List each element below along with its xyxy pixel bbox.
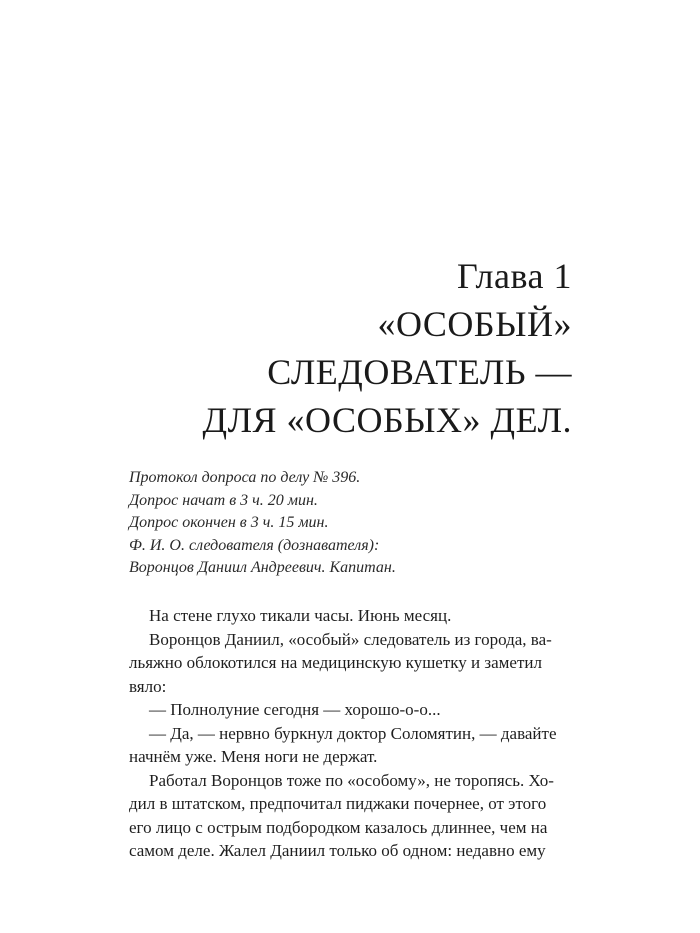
text-line-content: — Полнолуние сегодня — хорошо-о-о...: [149, 700, 441, 719]
chapter-number: Глава 1: [456, 256, 572, 296]
text-line-content: самом деле. Жалел Даниил только об одном: недавно ему: [129, 841, 546, 860]
text-line-content: Работал Воронцов тоже по «особому», не торопясь. Хо-: [149, 770, 554, 790]
text-line-content: льяжно облокотился на медицинскую кушетку и заметил: [129, 653, 542, 672]
text-line-content: дил в штатском, предпочитал пиджаки почернее, от этого: [129, 794, 547, 813]
text-line: [129, 792, 573, 816]
chapter-title-line-1: «ОСОБЫЙ»: [377, 304, 572, 344]
text-line-content: его лицо с острым подбородком казалось длиннее, чем на: [129, 817, 548, 837]
text-line: [129, 769, 573, 793]
chapter-heading: [203, 252, 572, 444]
chapter-title-line-3: ДЛЯ «ОСОБЫХ» ДЕЛ.: [202, 400, 572, 440]
protocol-block: [129, 467, 589, 580]
text-line: [129, 722, 573, 746]
protocol-line-start: Допрос начат в 3 ч. 20 мин.: [129, 491, 318, 509]
text-line: [129, 675, 573, 699]
text-line-content: вяло:: [129, 676, 167, 696]
text-line: [129, 698, 573, 722]
protocol-line-investigator-label: Ф. И. О. следователя (дознавателя):: [129, 536, 380, 554]
body-text: [129, 604, 573, 863]
text-line-content: начнём уже. Меня ноги не держат.: [129, 747, 378, 766]
text-line-content: На стене глухо тикали часы. Июнь месяц.: [149, 606, 452, 625]
protocol-line-end: Допрос окончен в 3 ч. 15 мин.: [129, 514, 329, 531]
protocol-line-case: Протокол допроса по делу № 396.: [129, 469, 361, 486]
text-line: [129, 839, 573, 863]
text-line: [129, 651, 573, 675]
text-line-content: Воронцов Даниил, «особый» следователь из города, ва-: [149, 629, 552, 649]
text-line: [129, 628, 573, 652]
text-line: [129, 745, 573, 769]
chapter-title-line-2: СЛЕДОВАТЕЛЬ —: [267, 352, 572, 392]
text-line-content: — Да, — нервно буркнул доктор Соломятин, — давайте: [149, 723, 557, 743]
text-line: [129, 816, 573, 840]
protocol-line-investigator-name: Воронцов Даниил Андреевич. Капитан.: [129, 559, 396, 576]
text-line: [129, 604, 573, 628]
